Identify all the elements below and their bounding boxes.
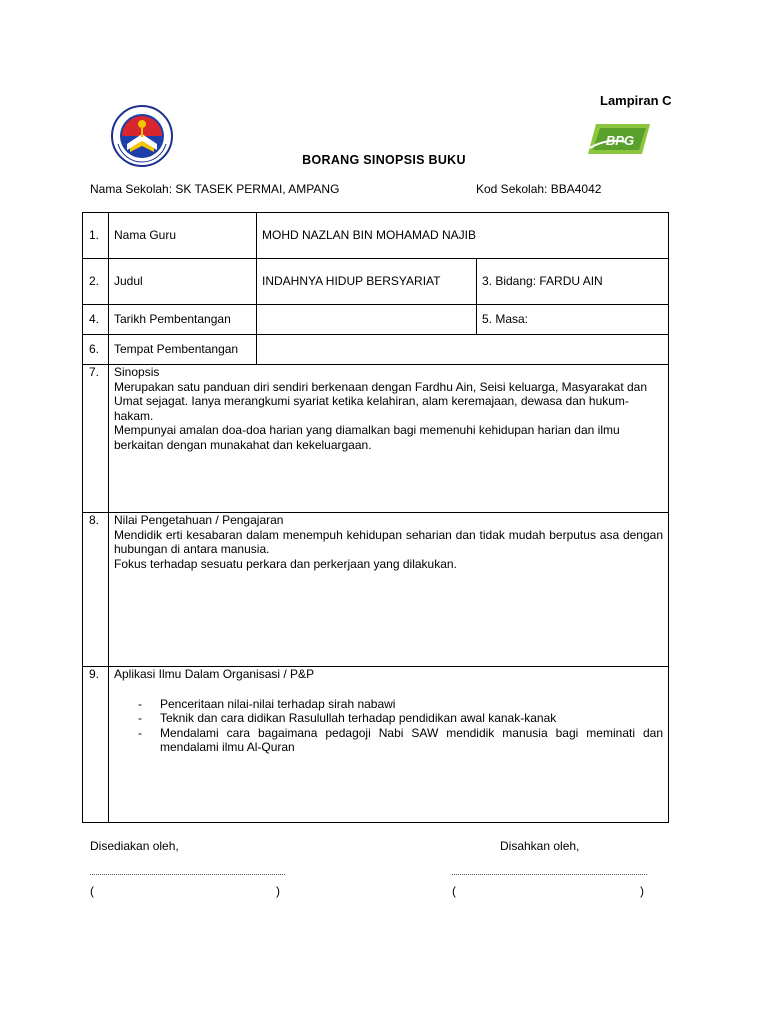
row-number: 8. xyxy=(83,513,109,667)
values-cell xyxy=(109,513,669,667)
title-label: Judul xyxy=(109,259,257,305)
prepared-by-open-paren: ( xyxy=(90,884,94,898)
row-number: 2. xyxy=(83,259,109,305)
synopsis-paragraph-2: Mempunyai amalan doa-doa harian yang diamalkan bagi memenuhi kehidupan harian dan ilmu berkaitan dengan munakahat dan kekeluargaan. xyxy=(114,423,620,452)
row-number: 7. xyxy=(83,365,109,513)
application-list xyxy=(114,697,663,755)
application-label: Aplikasi Ilmu Dalam Organisasi / P&P xyxy=(114,667,315,681)
approved-by-signature-line xyxy=(452,868,647,875)
values-paragraph-1: Mendidik erti kesabaran dalam menempuh kehidupan seharian dan tidak mudah berputus asa dengan hubungan di antara manusia. xyxy=(114,527,663,556)
synopsis-cell xyxy=(109,365,669,513)
appendix-label: Lampiran C xyxy=(600,93,672,108)
form-row-teacher xyxy=(83,213,669,259)
date-value xyxy=(257,305,477,335)
synopsis-paragraph-1: Merupakan satu panduan diri sendiri berkenaan dengan Fardhu Ain, Seisi keluarga, Masyarakat dan Umat sejagat. Ianya merangkumi syariat ketika kelahiran, alam keremajaan, dewasa dan hukum- hakam. xyxy=(114,379,648,423)
list-item: - Mendalami cara bagaimana pedagoji Nabi SAW mendidik manusia bagi meminati dan mendalami ilmu Al-Quran xyxy=(114,726,663,755)
time-label: 5. Masa: xyxy=(477,305,669,335)
approved-by-open-paren: ( xyxy=(452,884,456,898)
prepared-by-label: Disediakan oleh, xyxy=(90,839,179,853)
prepared-by-close-paren: ) xyxy=(276,884,280,898)
form-row-date xyxy=(83,305,669,335)
row-number: 1. xyxy=(83,213,109,259)
form-row-title xyxy=(83,259,669,305)
field-value: 3. Bidang: FARDU AIN xyxy=(477,259,669,305)
synopsis-form-table xyxy=(82,212,669,823)
list-item: - Teknik dan cara didikan Rasulullah terhadap pendidikan awal kanak-kanak xyxy=(114,711,663,726)
school-code: Kod Sekolah: BBA4042 xyxy=(476,182,602,196)
row-number: 6. xyxy=(83,335,109,365)
application-cell xyxy=(109,667,669,823)
approved-by-close-paren: ) xyxy=(640,884,644,898)
venue-label: Tempat Pembentangan xyxy=(109,335,257,365)
svg-text:BPG: BPG xyxy=(605,133,635,148)
school-name: Nama Sekolah: SK TASEK PERMAI, AMPANG xyxy=(90,182,340,196)
row-number: 4. xyxy=(83,305,109,335)
form-title: BORANG SINOPSIS BUKU xyxy=(302,153,466,167)
teacher-value: MOHD NAZLAN BIN MOHAMAD NAJIB xyxy=(257,213,669,259)
form-row-application xyxy=(83,667,669,823)
date-label: Tarikh Pembentangan xyxy=(109,305,257,335)
values-label: Nilai Pengetahuan / Pengajaran xyxy=(114,513,284,527)
list-item: - Penceritaan nilai-nilai terhadap sirah nabawi xyxy=(114,697,663,712)
approved-by-label: Disahkan oleh, xyxy=(500,839,580,853)
synopsis-label: Sinopsis xyxy=(114,365,160,379)
form-row-venue xyxy=(83,335,669,365)
values-paragraph-2: Fokus terhadap sesuatu perkara dan perkerjaan yang dilakukan. xyxy=(114,556,457,571)
row-number: 9. xyxy=(83,667,109,823)
form-row-synopsis xyxy=(83,365,669,513)
title-value: INDAHNYA HIDUP BERSYARIAT xyxy=(257,259,477,305)
prepared-by-signature-line xyxy=(90,868,285,875)
teacher-label: Nama Guru xyxy=(109,213,257,259)
venue-value xyxy=(257,335,669,365)
form-row-values xyxy=(83,513,669,667)
